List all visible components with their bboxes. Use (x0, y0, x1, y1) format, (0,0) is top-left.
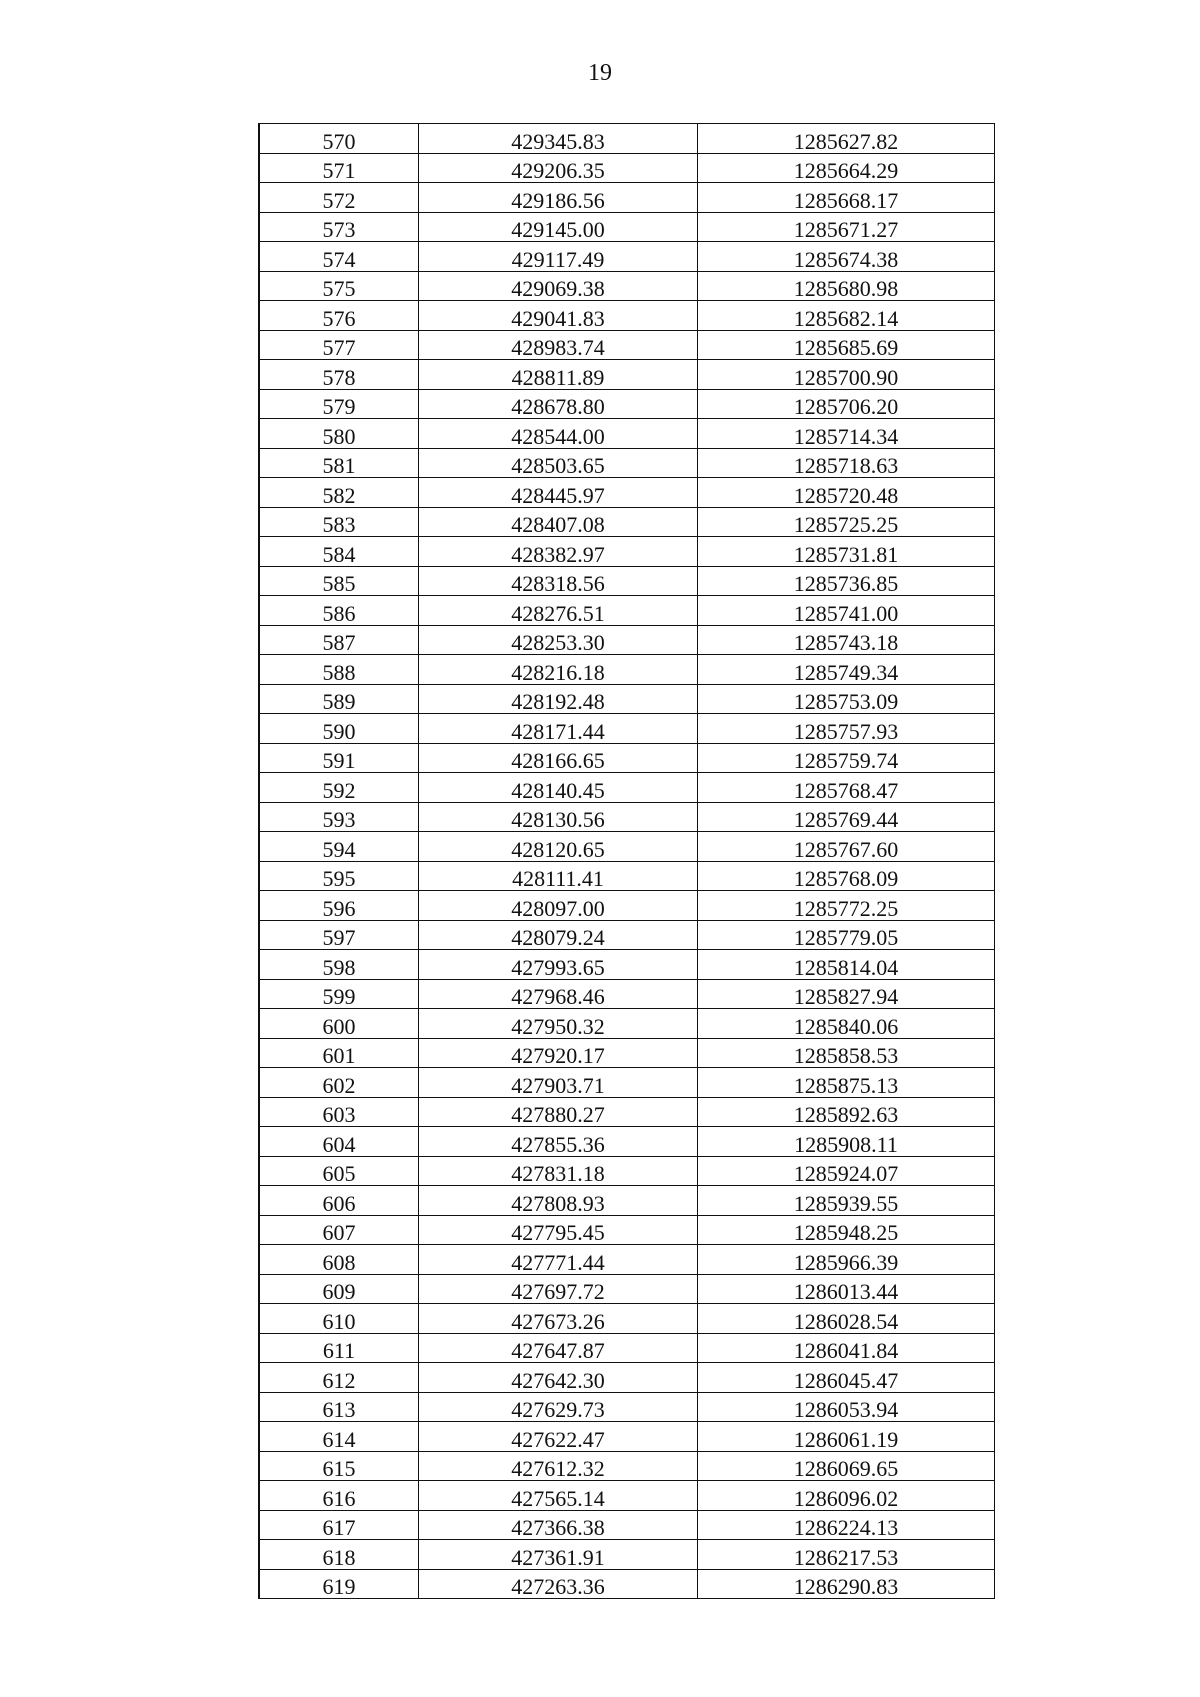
table-row (260, 212, 995, 242)
y-coordinate-cell: 1285875.13 (698, 1068, 995, 1098)
point-number-cell: 591 (260, 743, 419, 773)
table-row (260, 861, 995, 891)
y-coordinate-cell: 1285767.60 (698, 832, 995, 862)
x-coordinate-cell: 427647.87 (419, 1333, 698, 1363)
x-coordinate-cell: 428111.41 (419, 861, 698, 891)
table-row (260, 448, 995, 478)
point-number-cell: 584 (260, 537, 419, 567)
x-coordinate-cell: 428192.48 (419, 684, 698, 714)
y-coordinate-cell: 1285627.82 (698, 124, 995, 154)
x-coordinate-cell: 428445.97 (419, 478, 698, 508)
y-coordinate-cell: 1285741.00 (698, 596, 995, 626)
table-row (260, 419, 995, 449)
y-coordinate-cell: 1285966.39 (698, 1245, 995, 1275)
y-coordinate-cell: 1285768.09 (698, 861, 995, 891)
y-coordinate-cell: 1285858.53 (698, 1038, 995, 1068)
y-coordinate-cell: 1285924.07 (698, 1156, 995, 1186)
x-coordinate-cell: 428097.00 (419, 891, 698, 921)
point-number-cell: 611 (260, 1333, 419, 1363)
table-row (260, 183, 995, 213)
point-number-cell: 592 (260, 773, 419, 803)
table-row (260, 1068, 995, 1098)
y-coordinate-cell: 1285718.63 (698, 448, 995, 478)
table-row (260, 625, 995, 655)
y-coordinate-cell: 1285892.63 (698, 1097, 995, 1127)
x-coordinate-cell: 429145.00 (419, 212, 698, 242)
point-number-cell: 580 (260, 419, 419, 449)
y-coordinate-cell: 1285827.94 (698, 979, 995, 1009)
point-number-cell: 604 (260, 1127, 419, 1157)
y-coordinate-cell: 1286290.83 (698, 1569, 995, 1599)
y-coordinate-cell: 1285840.06 (698, 1009, 995, 1039)
table-row (260, 743, 995, 773)
x-coordinate-cell: 429041.83 (419, 301, 698, 331)
table-row (260, 1274, 995, 1304)
y-coordinate-cell: 1285757.93 (698, 714, 995, 744)
page-number: 19 (588, 60, 612, 86)
point-number-cell: 606 (260, 1186, 419, 1216)
point-number-cell: 619 (260, 1569, 419, 1599)
x-coordinate-cell: 427361.91 (419, 1540, 698, 1570)
table-row (260, 1569, 995, 1599)
table-row (260, 950, 995, 980)
x-coordinate-cell: 428216.18 (419, 655, 698, 685)
x-coordinate-cell: 427697.72 (419, 1274, 698, 1304)
point-number-cell: 602 (260, 1068, 419, 1098)
x-coordinate-cell: 428166.65 (419, 743, 698, 773)
x-coordinate-cell: 429345.83 (419, 124, 698, 154)
y-coordinate-cell: 1286217.53 (698, 1540, 995, 1570)
point-number-cell: 575 (260, 271, 419, 301)
table-row (260, 271, 995, 301)
x-coordinate-cell: 428120.65 (419, 832, 698, 862)
x-coordinate-cell: 428318.56 (419, 566, 698, 596)
table-row (260, 330, 995, 360)
table-row (260, 537, 995, 567)
point-number-cell: 596 (260, 891, 419, 921)
table-row (260, 1127, 995, 1157)
x-coordinate-cell: 427366.38 (419, 1510, 698, 1540)
point-number-cell: 615 (260, 1451, 419, 1481)
point-number-cell: 594 (260, 832, 419, 862)
table-row (260, 301, 995, 331)
point-number-cell: 573 (260, 212, 419, 242)
y-coordinate-cell: 1285772.25 (698, 891, 995, 921)
x-coordinate-cell: 428140.45 (419, 773, 698, 803)
y-coordinate-cell: 1285680.98 (698, 271, 995, 301)
y-coordinate-cell: 1285749.34 (698, 655, 995, 685)
x-coordinate-cell: 428079.24 (419, 920, 698, 950)
y-coordinate-cell: 1285671.27 (698, 212, 995, 242)
point-number-cell: 607 (260, 1215, 419, 1245)
x-coordinate-cell: 429206.35 (419, 153, 698, 183)
point-number-cell: 588 (260, 655, 419, 685)
x-coordinate-cell: 428678.80 (419, 389, 698, 419)
point-number-cell: 579 (260, 389, 419, 419)
table-row (260, 1215, 995, 1245)
y-coordinate-cell: 1285725.25 (698, 507, 995, 537)
y-coordinate-cell: 1286013.44 (698, 1274, 995, 1304)
y-coordinate-cell: 1285720.48 (698, 478, 995, 508)
y-coordinate-cell: 1285731.81 (698, 537, 995, 567)
y-coordinate-cell: 1285759.74 (698, 743, 995, 773)
y-coordinate-cell: 1286061.19 (698, 1422, 995, 1452)
y-coordinate-cell: 1286053.94 (698, 1392, 995, 1422)
x-coordinate-cell: 428983.74 (419, 330, 698, 360)
table-row (260, 1510, 995, 1540)
x-coordinate-cell: 427880.27 (419, 1097, 698, 1127)
y-coordinate-cell: 1285779.05 (698, 920, 995, 950)
point-number-cell: 598 (260, 950, 419, 980)
x-coordinate-cell: 427920.17 (419, 1038, 698, 1068)
point-number-cell: 577 (260, 330, 419, 360)
table-row (260, 1451, 995, 1481)
x-coordinate-cell: 428171.44 (419, 714, 698, 744)
point-number-cell: 570 (260, 124, 419, 154)
y-coordinate-cell: 1285664.29 (698, 153, 995, 183)
x-coordinate-cell: 428382.97 (419, 537, 698, 567)
table-row (260, 124, 995, 154)
point-number-cell: 612 (260, 1363, 419, 1393)
table-row (260, 1186, 995, 1216)
y-coordinate-cell: 1286224.13 (698, 1510, 995, 1540)
table-row (260, 1481, 995, 1511)
point-number-cell: 597 (260, 920, 419, 950)
point-number-cell: 599 (260, 979, 419, 1009)
x-coordinate-cell: 427622.47 (419, 1422, 698, 1452)
table-row (260, 655, 995, 685)
x-coordinate-cell: 428130.56 (419, 802, 698, 832)
y-coordinate-cell: 1285706.20 (698, 389, 995, 419)
x-coordinate-cell: 427642.30 (419, 1363, 698, 1393)
x-coordinate-cell: 427771.44 (419, 1245, 698, 1275)
point-number-cell: 581 (260, 448, 419, 478)
y-coordinate-cell: 1285769.44 (698, 802, 995, 832)
table-row (260, 979, 995, 1009)
y-coordinate-cell: 1285939.55 (698, 1186, 995, 1216)
table-row (260, 478, 995, 508)
table-row (260, 714, 995, 744)
point-number-cell: 574 (260, 242, 419, 272)
table-row (260, 891, 995, 921)
point-number-cell: 600 (260, 1009, 419, 1039)
x-coordinate-cell: 428811.89 (419, 360, 698, 390)
point-number-cell: 582 (260, 478, 419, 508)
y-coordinate-cell: 1285753.09 (698, 684, 995, 714)
y-coordinate-cell: 1285674.38 (698, 242, 995, 272)
table-row (260, 832, 995, 862)
point-number-cell: 601 (260, 1038, 419, 1068)
table-row (260, 1156, 995, 1186)
table-row (260, 1245, 995, 1275)
table-row (260, 1304, 995, 1334)
y-coordinate-cell: 1286045.47 (698, 1363, 995, 1393)
table-row (260, 596, 995, 626)
table-row (260, 920, 995, 950)
table-row (260, 802, 995, 832)
point-number-cell: 613 (260, 1392, 419, 1422)
x-coordinate-cell: 427950.32 (419, 1009, 698, 1039)
point-number-cell: 583 (260, 507, 419, 537)
table-row (260, 684, 995, 714)
table-row (260, 360, 995, 390)
x-coordinate-cell: 428544.00 (419, 419, 698, 449)
x-coordinate-cell: 427808.93 (419, 1186, 698, 1216)
point-number-cell: 572 (260, 183, 419, 213)
point-number-cell: 608 (260, 1245, 419, 1275)
x-coordinate-cell: 427795.45 (419, 1215, 698, 1245)
y-coordinate-cell: 1285743.18 (698, 625, 995, 655)
table-row (260, 389, 995, 419)
x-coordinate-cell: 427565.14 (419, 1481, 698, 1511)
point-number-cell: 578 (260, 360, 419, 390)
table-row (260, 1392, 995, 1422)
table-row (260, 1038, 995, 1068)
point-number-cell: 589 (260, 684, 419, 714)
x-coordinate-cell: 429186.56 (419, 183, 698, 213)
table-row (260, 1097, 995, 1127)
y-coordinate-cell: 1285685.69 (698, 330, 995, 360)
x-coordinate-cell: 428407.08 (419, 507, 698, 537)
y-coordinate-cell: 1285714.34 (698, 419, 995, 449)
y-coordinate-cell: 1286028.54 (698, 1304, 995, 1334)
table-row (260, 566, 995, 596)
x-coordinate-cell: 427968.46 (419, 979, 698, 1009)
point-number-cell: 585 (260, 566, 419, 596)
y-coordinate-cell: 1285682.14 (698, 301, 995, 331)
point-number-cell: 614 (260, 1422, 419, 1452)
point-number-cell: 593 (260, 802, 419, 832)
table-row (260, 1422, 995, 1452)
x-coordinate-cell: 428276.51 (419, 596, 698, 626)
point-number-cell: 605 (260, 1156, 419, 1186)
y-coordinate-cell: 1285736.85 (698, 566, 995, 596)
y-coordinate-cell: 1285700.90 (698, 360, 995, 390)
x-coordinate-cell: 427903.71 (419, 1068, 698, 1098)
point-number-cell: 571 (260, 153, 419, 183)
x-coordinate-cell: 429069.38 (419, 271, 698, 301)
point-number-cell: 576 (260, 301, 419, 331)
y-coordinate-cell: 1285814.04 (698, 950, 995, 980)
y-coordinate-cell: 1285768.47 (698, 773, 995, 803)
x-coordinate-cell: 427855.36 (419, 1127, 698, 1157)
y-coordinate-cell: 1285668.17 (698, 183, 995, 213)
coordinates-table-container (258, 123, 994, 1599)
x-coordinate-cell: 427263.36 (419, 1569, 698, 1599)
coordinates-table (259, 123, 995, 1599)
table-row (260, 1009, 995, 1039)
table-row (260, 773, 995, 803)
table-row (260, 1363, 995, 1393)
table-row (260, 1333, 995, 1363)
table-row (260, 153, 995, 183)
x-coordinate-cell: 429117.49 (419, 242, 698, 272)
table-row (260, 507, 995, 537)
point-number-cell: 617 (260, 1510, 419, 1540)
x-coordinate-cell: 427993.65 (419, 950, 698, 980)
coordinates-table-body (260, 124, 995, 1599)
x-coordinate-cell: 427673.26 (419, 1304, 698, 1334)
x-coordinate-cell: 428253.30 (419, 625, 698, 655)
point-number-cell: 586 (260, 596, 419, 626)
y-coordinate-cell: 1286069.65 (698, 1451, 995, 1481)
table-row (260, 1540, 995, 1570)
point-number-cell: 603 (260, 1097, 419, 1127)
y-coordinate-cell: 1286096.02 (698, 1481, 995, 1511)
point-number-cell: 590 (260, 714, 419, 744)
point-number-cell: 616 (260, 1481, 419, 1511)
y-coordinate-cell: 1285948.25 (698, 1215, 995, 1245)
x-coordinate-cell: 427629.73 (419, 1392, 698, 1422)
x-coordinate-cell: 427612.32 (419, 1451, 698, 1481)
y-coordinate-cell: 1286041.84 (698, 1333, 995, 1363)
point-number-cell: 610 (260, 1304, 419, 1334)
x-coordinate-cell: 428503.65 (419, 448, 698, 478)
x-coordinate-cell: 427831.18 (419, 1156, 698, 1186)
table-row (260, 242, 995, 272)
y-coordinate-cell: 1285908.11 (698, 1127, 995, 1157)
point-number-cell: 595 (260, 861, 419, 891)
point-number-cell: 609 (260, 1274, 419, 1304)
point-number-cell: 587 (260, 625, 419, 655)
point-number-cell: 618 (260, 1540, 419, 1570)
